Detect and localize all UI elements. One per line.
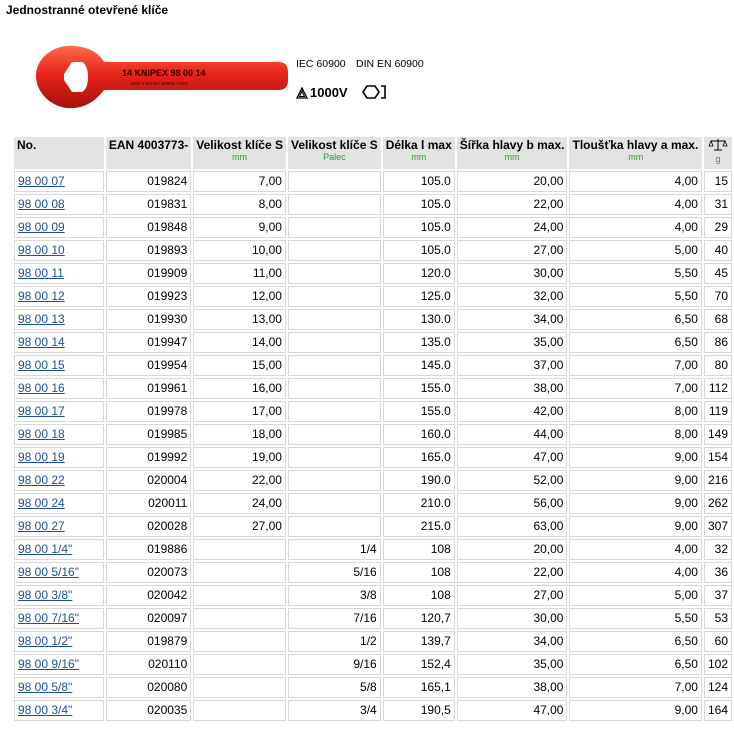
table-cell: 15,00 xyxy=(193,355,286,376)
table-cell: 5,00 xyxy=(569,240,701,261)
table-row xyxy=(14,286,732,307)
col-header-size-mm: Velikost klíče S mm xyxy=(193,137,286,169)
table-cell: 019954 xyxy=(106,355,191,376)
product-number-cell xyxy=(14,539,104,560)
table-cell xyxy=(288,309,381,330)
table-row xyxy=(14,171,732,192)
table-cell: 019909 xyxy=(106,263,191,284)
table-cell: 7,00 xyxy=(569,677,701,698)
table-cell: 216 xyxy=(704,470,732,491)
table-body xyxy=(14,171,732,721)
table-cell: 5,50 xyxy=(569,608,701,629)
product-link[interactable]: 98 00 22 xyxy=(18,473,65,487)
table-cell xyxy=(288,171,381,192)
table-cell: 120,7 xyxy=(383,608,455,629)
table-cell: 190,5 xyxy=(383,700,455,721)
product-link[interactable]: 98 00 13 xyxy=(18,312,65,326)
table-cell: 47,00 xyxy=(457,700,568,721)
product-link[interactable]: 98 00 16 xyxy=(18,381,65,395)
table-cell: 3/4 xyxy=(288,700,381,721)
table-cell: 34,00 xyxy=(457,309,568,330)
table-cell: 9,00 xyxy=(569,493,701,514)
table-cell: 37 xyxy=(704,585,732,606)
table-cell: 45 xyxy=(704,263,732,284)
product-number-cell xyxy=(14,493,104,514)
product-link[interactable]: 98 00 15 xyxy=(18,358,65,372)
table-cell: 112 xyxy=(704,378,732,399)
table-cell: 19,00 xyxy=(193,447,286,468)
table-cell: 120.0 xyxy=(383,263,455,284)
table-cell xyxy=(288,470,381,491)
table-cell xyxy=(288,286,381,307)
table-cell: 22,00 xyxy=(457,194,568,215)
standard-iec: IEC 60900 xyxy=(296,58,346,70)
table-cell: 35,00 xyxy=(457,654,568,675)
table-row xyxy=(14,355,732,376)
table-row xyxy=(14,631,732,652)
table-cell xyxy=(288,401,381,422)
table-row xyxy=(14,401,732,422)
table-cell: 9,00 xyxy=(569,700,701,721)
table-cell: 8,00 xyxy=(569,424,701,445)
table-cell: 155.0 xyxy=(383,401,455,422)
table-cell: 1/2 xyxy=(288,631,381,652)
table-cell: 15 xyxy=(704,171,732,192)
table-row xyxy=(14,677,732,698)
table-cell: 6,50 xyxy=(569,631,701,652)
table-cell: 42,00 xyxy=(457,401,568,422)
table-cell: 6,50 xyxy=(569,654,701,675)
product-link[interactable]: 98 00 14 xyxy=(18,335,65,349)
table-cell: 6,50 xyxy=(569,332,701,353)
table-cell: 020042 xyxy=(106,585,191,606)
table-cell: 12,00 xyxy=(193,286,286,307)
table-cell: 020028 xyxy=(106,516,191,537)
table-row xyxy=(14,240,732,261)
table-cell: 6,50 xyxy=(569,309,701,330)
table-row xyxy=(14,194,732,215)
table-cell: 019930 xyxy=(106,309,191,330)
product-link[interactable]: 98 00 10 xyxy=(18,243,65,257)
table-cell: 29 xyxy=(704,217,732,238)
table-cell: 9,00 xyxy=(569,447,701,468)
table-cell: 31 xyxy=(704,194,732,215)
product-link[interactable]: 98 00 3/8" xyxy=(18,588,73,602)
table-cell xyxy=(288,378,381,399)
table-cell: 105.0 xyxy=(383,240,455,261)
product-number-cell xyxy=(14,447,104,468)
table-cell xyxy=(193,539,286,560)
product-number-cell xyxy=(14,424,104,445)
product-number-cell xyxy=(14,217,104,238)
table-cell: 80 xyxy=(704,355,732,376)
table-cell xyxy=(288,332,381,353)
table-cell: 145.0 xyxy=(383,355,455,376)
table-cell: 108 xyxy=(383,539,455,560)
table-cell: 5,50 xyxy=(569,286,701,307)
hex-nut-icon xyxy=(359,84,387,100)
table-cell: 7,00 xyxy=(193,171,286,192)
table-cell xyxy=(288,355,381,376)
table-cell: 16,00 xyxy=(193,378,286,399)
table-cell: 70 xyxy=(704,286,732,307)
table-cell: 125.0 xyxy=(383,286,455,307)
table-cell: 56,00 xyxy=(457,493,568,514)
table-cell: 190.0 xyxy=(383,470,455,491)
table-row xyxy=(14,424,732,445)
product-link[interactable]: 98 00 9/16" xyxy=(18,657,79,671)
product-number-cell xyxy=(14,516,104,537)
table-cell: 164 xyxy=(704,700,732,721)
product-link[interactable]: 98 00 09 xyxy=(18,220,65,234)
table-cell xyxy=(288,194,381,215)
table-cell: 108 xyxy=(383,562,455,583)
table-cell: 4,00 xyxy=(569,217,701,238)
table-cell: 9,00 xyxy=(569,516,701,537)
product-number-cell xyxy=(14,677,104,698)
product-link[interactable]: 98 00 27 xyxy=(18,519,65,533)
table-cell: 124 xyxy=(704,677,732,698)
table-row xyxy=(14,470,732,491)
product-number-cell xyxy=(14,470,104,491)
table-cell: 160.0 xyxy=(383,424,455,445)
table-cell: 44,00 xyxy=(457,424,568,445)
table-cell: 4,00 xyxy=(569,171,701,192)
table-cell: 8,00 xyxy=(569,401,701,422)
product-link[interactable]: 98 00 07 xyxy=(18,174,65,188)
table-cell: 019848 xyxy=(106,217,191,238)
table-cell: 020004 xyxy=(106,470,191,491)
table-cell: 5,00 xyxy=(569,585,701,606)
table-cell: 020097 xyxy=(106,608,191,629)
table-cell: 130.0 xyxy=(383,309,455,330)
product-number-cell xyxy=(14,309,104,330)
table-cell: 27,00 xyxy=(193,516,286,537)
table-cell xyxy=(288,447,381,468)
table-cell: 5/8 xyxy=(288,677,381,698)
table-cell: 1/4 xyxy=(288,539,381,560)
product-number-cell xyxy=(14,263,104,284)
table-cell: 32 xyxy=(704,539,732,560)
table-cell: 307 xyxy=(704,516,732,537)
table-row xyxy=(14,516,732,537)
table-cell: 154 xyxy=(704,447,732,468)
voltage-rating xyxy=(296,85,348,100)
insulation-triangle-icon xyxy=(296,87,308,99)
product-link[interactable]: 98 00 1/2" xyxy=(18,634,73,648)
table-cell: 20,00 xyxy=(457,171,568,192)
table-row xyxy=(14,585,732,606)
col-header-head-thickness: Tloušťka hlavy a max. mm xyxy=(569,137,701,169)
table-cell xyxy=(288,493,381,514)
table-cell: 020073 xyxy=(106,562,191,583)
table-cell: 38,00 xyxy=(457,677,568,698)
table-cell: 11,00 xyxy=(193,263,286,284)
product-number-cell xyxy=(14,608,104,629)
table-cell: 135.0 xyxy=(383,332,455,353)
table-cell: 22,00 xyxy=(457,562,568,583)
table-row xyxy=(14,493,732,514)
wrench-small-text: 1000 V EN IEC 60900 / 2004 xyxy=(130,81,189,86)
table-cell: 63,00 xyxy=(457,516,568,537)
table-cell xyxy=(193,608,286,629)
table-cell: 105.0 xyxy=(383,171,455,192)
table-cell: 5/16 xyxy=(288,562,381,583)
table-cell: 17,00 xyxy=(193,401,286,422)
product-link[interactable]: 98 00 12 xyxy=(18,289,65,303)
table-cell: 215.0 xyxy=(383,516,455,537)
table-cell: 40 xyxy=(704,240,732,261)
product-number-cell xyxy=(14,700,104,721)
col-header-no: No. xyxy=(14,137,104,169)
table-row xyxy=(14,217,732,238)
table-cell: 020035 xyxy=(106,700,191,721)
table-cell: 36 xyxy=(704,562,732,583)
product-link[interactable]: 98 00 17 xyxy=(18,404,65,418)
table-cell: 7,00 xyxy=(569,378,701,399)
product-link[interactable]: 98 00 08 xyxy=(18,197,65,211)
col-header-length: Délka l max mm xyxy=(383,137,455,169)
col-header-ean: EAN 4003773- xyxy=(106,137,191,169)
table-cell: 019985 xyxy=(106,424,191,445)
table-cell: 149 xyxy=(704,424,732,445)
table-cell: 86 xyxy=(704,332,732,353)
product-link[interactable]: 98 00 7/16" xyxy=(18,611,79,625)
table-cell: 7/16 xyxy=(288,608,381,629)
table-cell xyxy=(288,217,381,238)
table-cell: 5,50 xyxy=(569,263,701,284)
table-cell: 019831 xyxy=(106,194,191,215)
voltage-value: 1000V xyxy=(310,85,348,100)
product-number-cell xyxy=(14,286,104,307)
product-number-cell xyxy=(14,562,104,583)
table-cell: 30,00 xyxy=(457,608,568,629)
table-cell: 30,00 xyxy=(457,263,568,284)
table-cell: 155.0 xyxy=(383,378,455,399)
table-cell xyxy=(193,677,286,698)
table-cell: 210.0 xyxy=(383,493,455,514)
table-cell: 20,00 xyxy=(457,539,568,560)
table-cell: 22,00 xyxy=(193,470,286,491)
product-number-cell xyxy=(14,401,104,422)
table-cell: 3/8 xyxy=(288,585,381,606)
wrench-image xyxy=(34,40,289,115)
table-cell: 102 xyxy=(704,654,732,675)
table-cell: 53 xyxy=(704,608,732,629)
product-link[interactable]: 98 00 5/8" xyxy=(18,680,73,694)
table-cell: 7,00 xyxy=(569,355,701,376)
product-link[interactable]: 98 00 18 xyxy=(18,427,65,441)
table-cell: 019978 xyxy=(106,401,191,422)
table-cell: 8,00 xyxy=(193,194,286,215)
table-cell: 34,00 xyxy=(457,631,568,652)
table-cell: 9/16 xyxy=(288,654,381,675)
table-cell: 24,00 xyxy=(457,217,568,238)
table-row xyxy=(14,263,732,284)
col-header-head-width: Šířka hlavy b max. mm xyxy=(457,137,568,169)
table-cell: 60 xyxy=(704,631,732,652)
standard-din: DIN EN 60900 xyxy=(356,58,424,70)
table-cell: 38,00 xyxy=(457,378,568,399)
product-number-cell xyxy=(14,240,104,261)
product-link[interactable]: 98 00 24 xyxy=(18,496,65,510)
table-cell: 68 xyxy=(704,309,732,330)
table-cell: 019893 xyxy=(106,240,191,261)
table-cell: 108 xyxy=(383,585,455,606)
table-cell: 37,00 xyxy=(457,355,568,376)
product-number-cell xyxy=(14,654,104,675)
table-cell: 019992 xyxy=(106,447,191,468)
table-cell: 13,00 xyxy=(193,309,286,330)
table-cell xyxy=(193,562,286,583)
table-cell: 24,00 xyxy=(193,493,286,514)
product-link[interactable]: 98 00 11 xyxy=(18,266,64,280)
product-number-cell xyxy=(14,171,104,192)
table-cell: 019923 xyxy=(106,286,191,307)
table-cell xyxy=(288,240,381,261)
table-row xyxy=(14,700,732,721)
table-header-row xyxy=(14,137,732,169)
scale-icon xyxy=(708,138,728,151)
table-cell: 139,7 xyxy=(383,631,455,652)
table-cell: 020110 xyxy=(106,654,191,675)
product-number-cell xyxy=(14,585,104,606)
table-cell: 10,00 xyxy=(193,240,286,261)
table-cell: 119 xyxy=(704,401,732,422)
product-number-cell xyxy=(14,355,104,376)
table-cell: 262 xyxy=(704,493,732,514)
table-cell: 47,00 xyxy=(457,447,568,468)
col-header-weight: g xyxy=(704,137,732,169)
table-row xyxy=(14,608,732,629)
product-link[interactable]: 98 00 1/4" xyxy=(18,542,73,556)
table-cell: 165.0 xyxy=(383,447,455,468)
table-cell xyxy=(288,424,381,445)
table-cell: 019961 xyxy=(106,378,191,399)
table-cell: 019947 xyxy=(106,332,191,353)
table-cell: 105.0 xyxy=(383,217,455,238)
table-cell: 165,1 xyxy=(383,677,455,698)
table-cell xyxy=(288,263,381,284)
page-title: Jednostranné otevřené klíče xyxy=(6,3,169,17)
product-number-cell xyxy=(14,631,104,652)
product-link[interactable]: 98 00 5/16" xyxy=(18,565,79,579)
table-cell: 4,00 xyxy=(569,539,701,560)
table-cell: 020011 xyxy=(106,493,191,514)
wrench-marking: 14 KNIPEX 98 00 14 xyxy=(122,68,206,78)
table-cell: 020080 xyxy=(106,677,191,698)
table-cell: 019824 xyxy=(106,171,191,192)
table-row xyxy=(14,562,732,583)
table-cell: 32,00 xyxy=(457,286,568,307)
table-cell: 18,00 xyxy=(193,424,286,445)
product-link[interactable]: 98 00 3/4" xyxy=(18,703,73,717)
col-header-size-inch: Velikost klíče S Palec xyxy=(288,137,381,169)
table-cell xyxy=(193,654,286,675)
table-cell xyxy=(193,631,286,652)
table-row xyxy=(14,654,732,675)
table-cell: 4,00 xyxy=(569,562,701,583)
table-cell: 27,00 xyxy=(457,585,568,606)
table-row xyxy=(14,378,732,399)
table-cell: 27,00 xyxy=(457,240,568,261)
table-cell: 35,00 xyxy=(457,332,568,353)
product-number-cell xyxy=(14,378,104,399)
table-cell: 105.0 xyxy=(383,194,455,215)
table-cell xyxy=(193,700,286,721)
table-row xyxy=(14,332,732,353)
table-row xyxy=(14,539,732,560)
table-cell: 4,00 xyxy=(569,194,701,215)
table-cell: 52,00 xyxy=(457,470,568,491)
table-cell xyxy=(288,516,381,537)
product-number-cell xyxy=(14,332,104,353)
product-link[interactable]: 98 00 19 xyxy=(18,450,65,464)
table-cell: 152,4 xyxy=(383,654,455,675)
table-cell: 9,00 xyxy=(569,470,701,491)
table-row xyxy=(14,309,732,330)
table-cell: 14,00 xyxy=(193,332,286,353)
table-row xyxy=(14,447,732,468)
product-table xyxy=(12,135,734,723)
table-cell: 019879 xyxy=(106,631,191,652)
table-cell: 019886 xyxy=(106,539,191,560)
table-cell xyxy=(193,585,286,606)
table-cell: 9,00 xyxy=(193,217,286,238)
product-number-cell xyxy=(14,194,104,215)
